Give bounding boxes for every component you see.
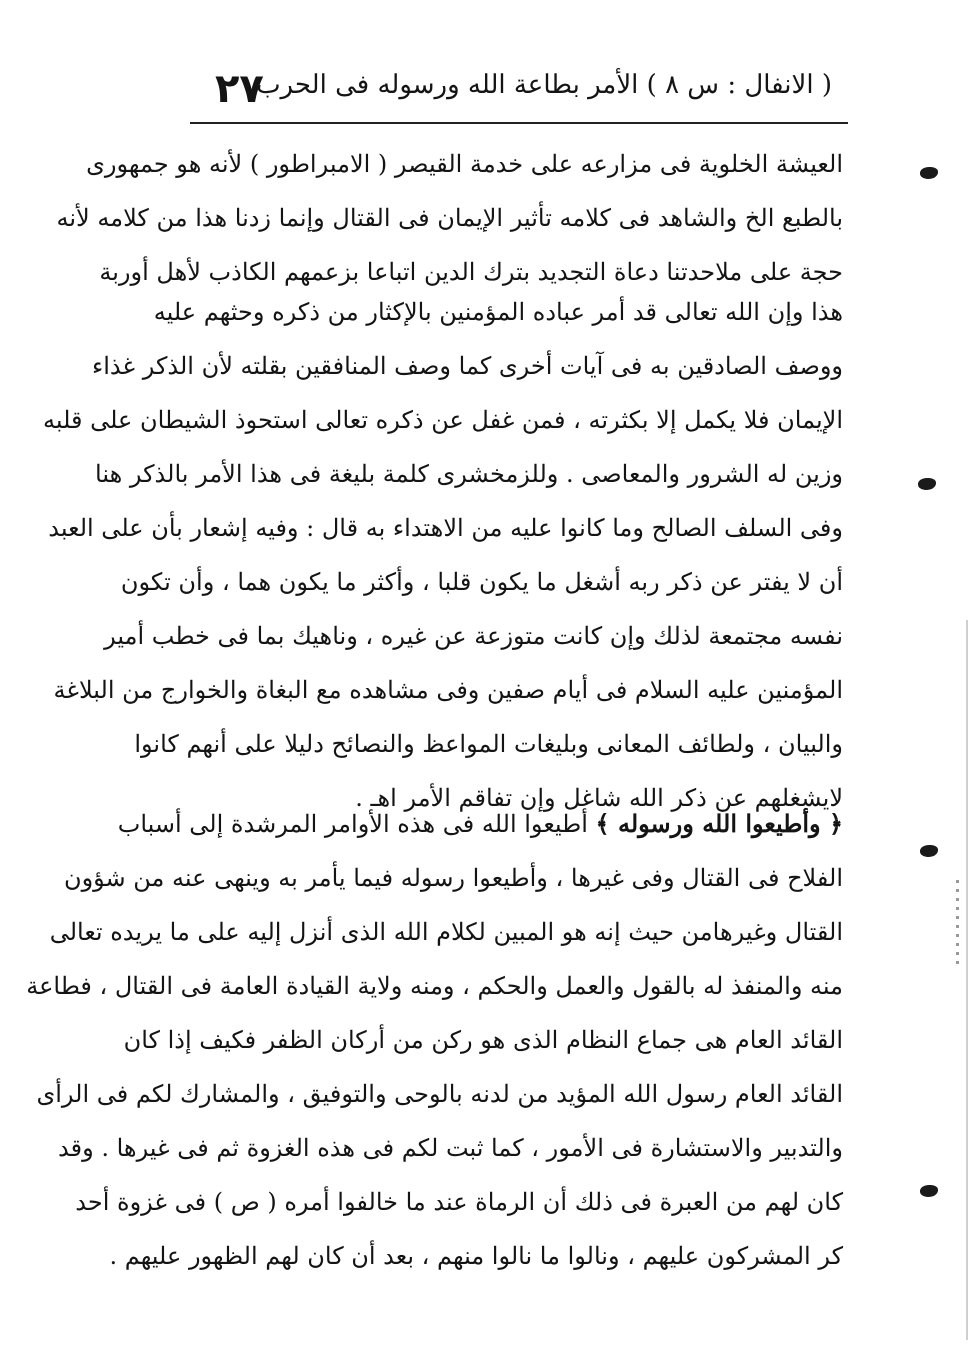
text-line: القتال وغيرهامن حيث إنه هو المبين لكلام الله الذى أنزل إليه على ما يريده تعالى <box>49 918 843 946</box>
text-line: وزين له الشرور والمعاصى . وللزمخشرى كلمة بليغة فى هذا الأمر بالذكر هنا <box>95 460 843 488</box>
margin-ink-mark <box>918 478 936 490</box>
text-line: والبيان ، ولطائف المعانى وبليغات المواعظ والنصائح دليلا على أنهم كانوا <box>134 730 843 758</box>
text-line: ووصف الصادقين به فى آيات أخرى كما وصف المنافقين بقلته لأن الذكر غذاء <box>91 352 843 380</box>
text-line: حجة على ملاحدتنا دعاة التجديد بترك الدين اتباعا بزعمهم الكاذب لأهل أوربة <box>99 258 843 286</box>
text-line: كر المشركون عليهم ، ونالوا ما نالوا منهم ، بعد أن كان لهم الظهور عليهم . <box>109 1242 843 1270</box>
text-line: وفى السلف الصالح وما كانوا عليه من الاهتداء به قال : وفيه إشعار بأن على العبد <box>48 514 843 542</box>
text-line: المؤمنين عليه السلام فى أيام صفين وفى مشاهده مع البغاة والخوارج من البلاغة <box>53 676 843 704</box>
text-line: هذا وإن الله تعالى قد أمر عباده المؤمنين بالإكثار من ذكره وحثهم عليه <box>153 298 843 326</box>
margin-ink-mark <box>920 845 938 857</box>
text-line: العيشة الخلوية فى مزارعه على خدمة القيصر ( الامبراطور ) لأنه هو جمهورى <box>86 150 843 178</box>
text-line: بالطبع الخ والشاهد فى كلامه تأثير الإيمان فى القتال وإنما زدنا هذا من كلامه لأنه <box>56 204 843 232</box>
text-line: لايشغلهم عن ذكر الله شاغل وإن تفاقم الأمر اهـ . <box>355 784 843 812</box>
text-segment: أطيعوا الله فى هذه الأوامر المرشدة إلى أسباب <box>117 810 596 838</box>
text-line: والتدبير والاستشارة فى الأمور ، كما ثبت لكم فى هذه الغزوة ثم فى غيرها . وقد <box>58 1134 843 1162</box>
text-line: نفسه مجتمعة لذلك وإن كانت متوزعة عن غيره ، وناهيك بما فى خطب أمير <box>104 622 843 650</box>
text-line: الإيمان فلا يكمل إلا بكثرته ، فمن غفل عن ذكره تعالى استحوذ الشيطان على قلبه <box>42 406 843 434</box>
text-line: كان لهم من العبرة فى ذلك أن الرماة عند ما خالفوا أمره ( ص ) فى غزوة أحد <box>75 1188 843 1216</box>
margin-ink-mark <box>920 167 938 179</box>
scan-edge-dots <box>956 880 959 970</box>
paragraph-1 <box>56 137 843 299</box>
quranic-quote: ﴿ وأطيعوا الله ورسوله ﴾ <box>595 809 843 838</box>
text-line: الفلاح فى القتال وفى غيرها ، وأطيعوا رسوله فيما يأمر به وينهى عنه من شؤون <box>63 864 843 892</box>
text-line: منه والمنفذ له بالقول والعمل والحكم ، ومنه ولاية القيادة العامة فى القتال ، فطاعة <box>26 972 843 1000</box>
text-line: القائد العام رسول الله المؤيد من لدنه بالوحى والتوفيق ، والمشارك لكم فى الرأى <box>36 1080 843 1108</box>
scan-page-edge <box>966 620 968 1340</box>
header-divider <box>190 122 848 124</box>
page-header <box>190 66 850 114</box>
page-number: ٢٧ <box>215 66 264 112</box>
paragraph-3 <box>26 797 843 1283</box>
text-line: أن لا يفتر عن ذكر ربه أشغل ما يكون قلبا ، وأكثر ما يكون هما ، وأن تكون <box>120 568 843 596</box>
text-line: القائد العام هى جماع النظام الذى هو ركن من أركان الظفر فكيف إذا كان <box>123 1026 843 1054</box>
text-line <box>117 797 843 851</box>
running-title: ( الانفال : س ٨ ) الأمر بطاعة الله ورسوله فى الحرب <box>256 70 832 100</box>
margin-ink-mark <box>920 1185 938 1197</box>
